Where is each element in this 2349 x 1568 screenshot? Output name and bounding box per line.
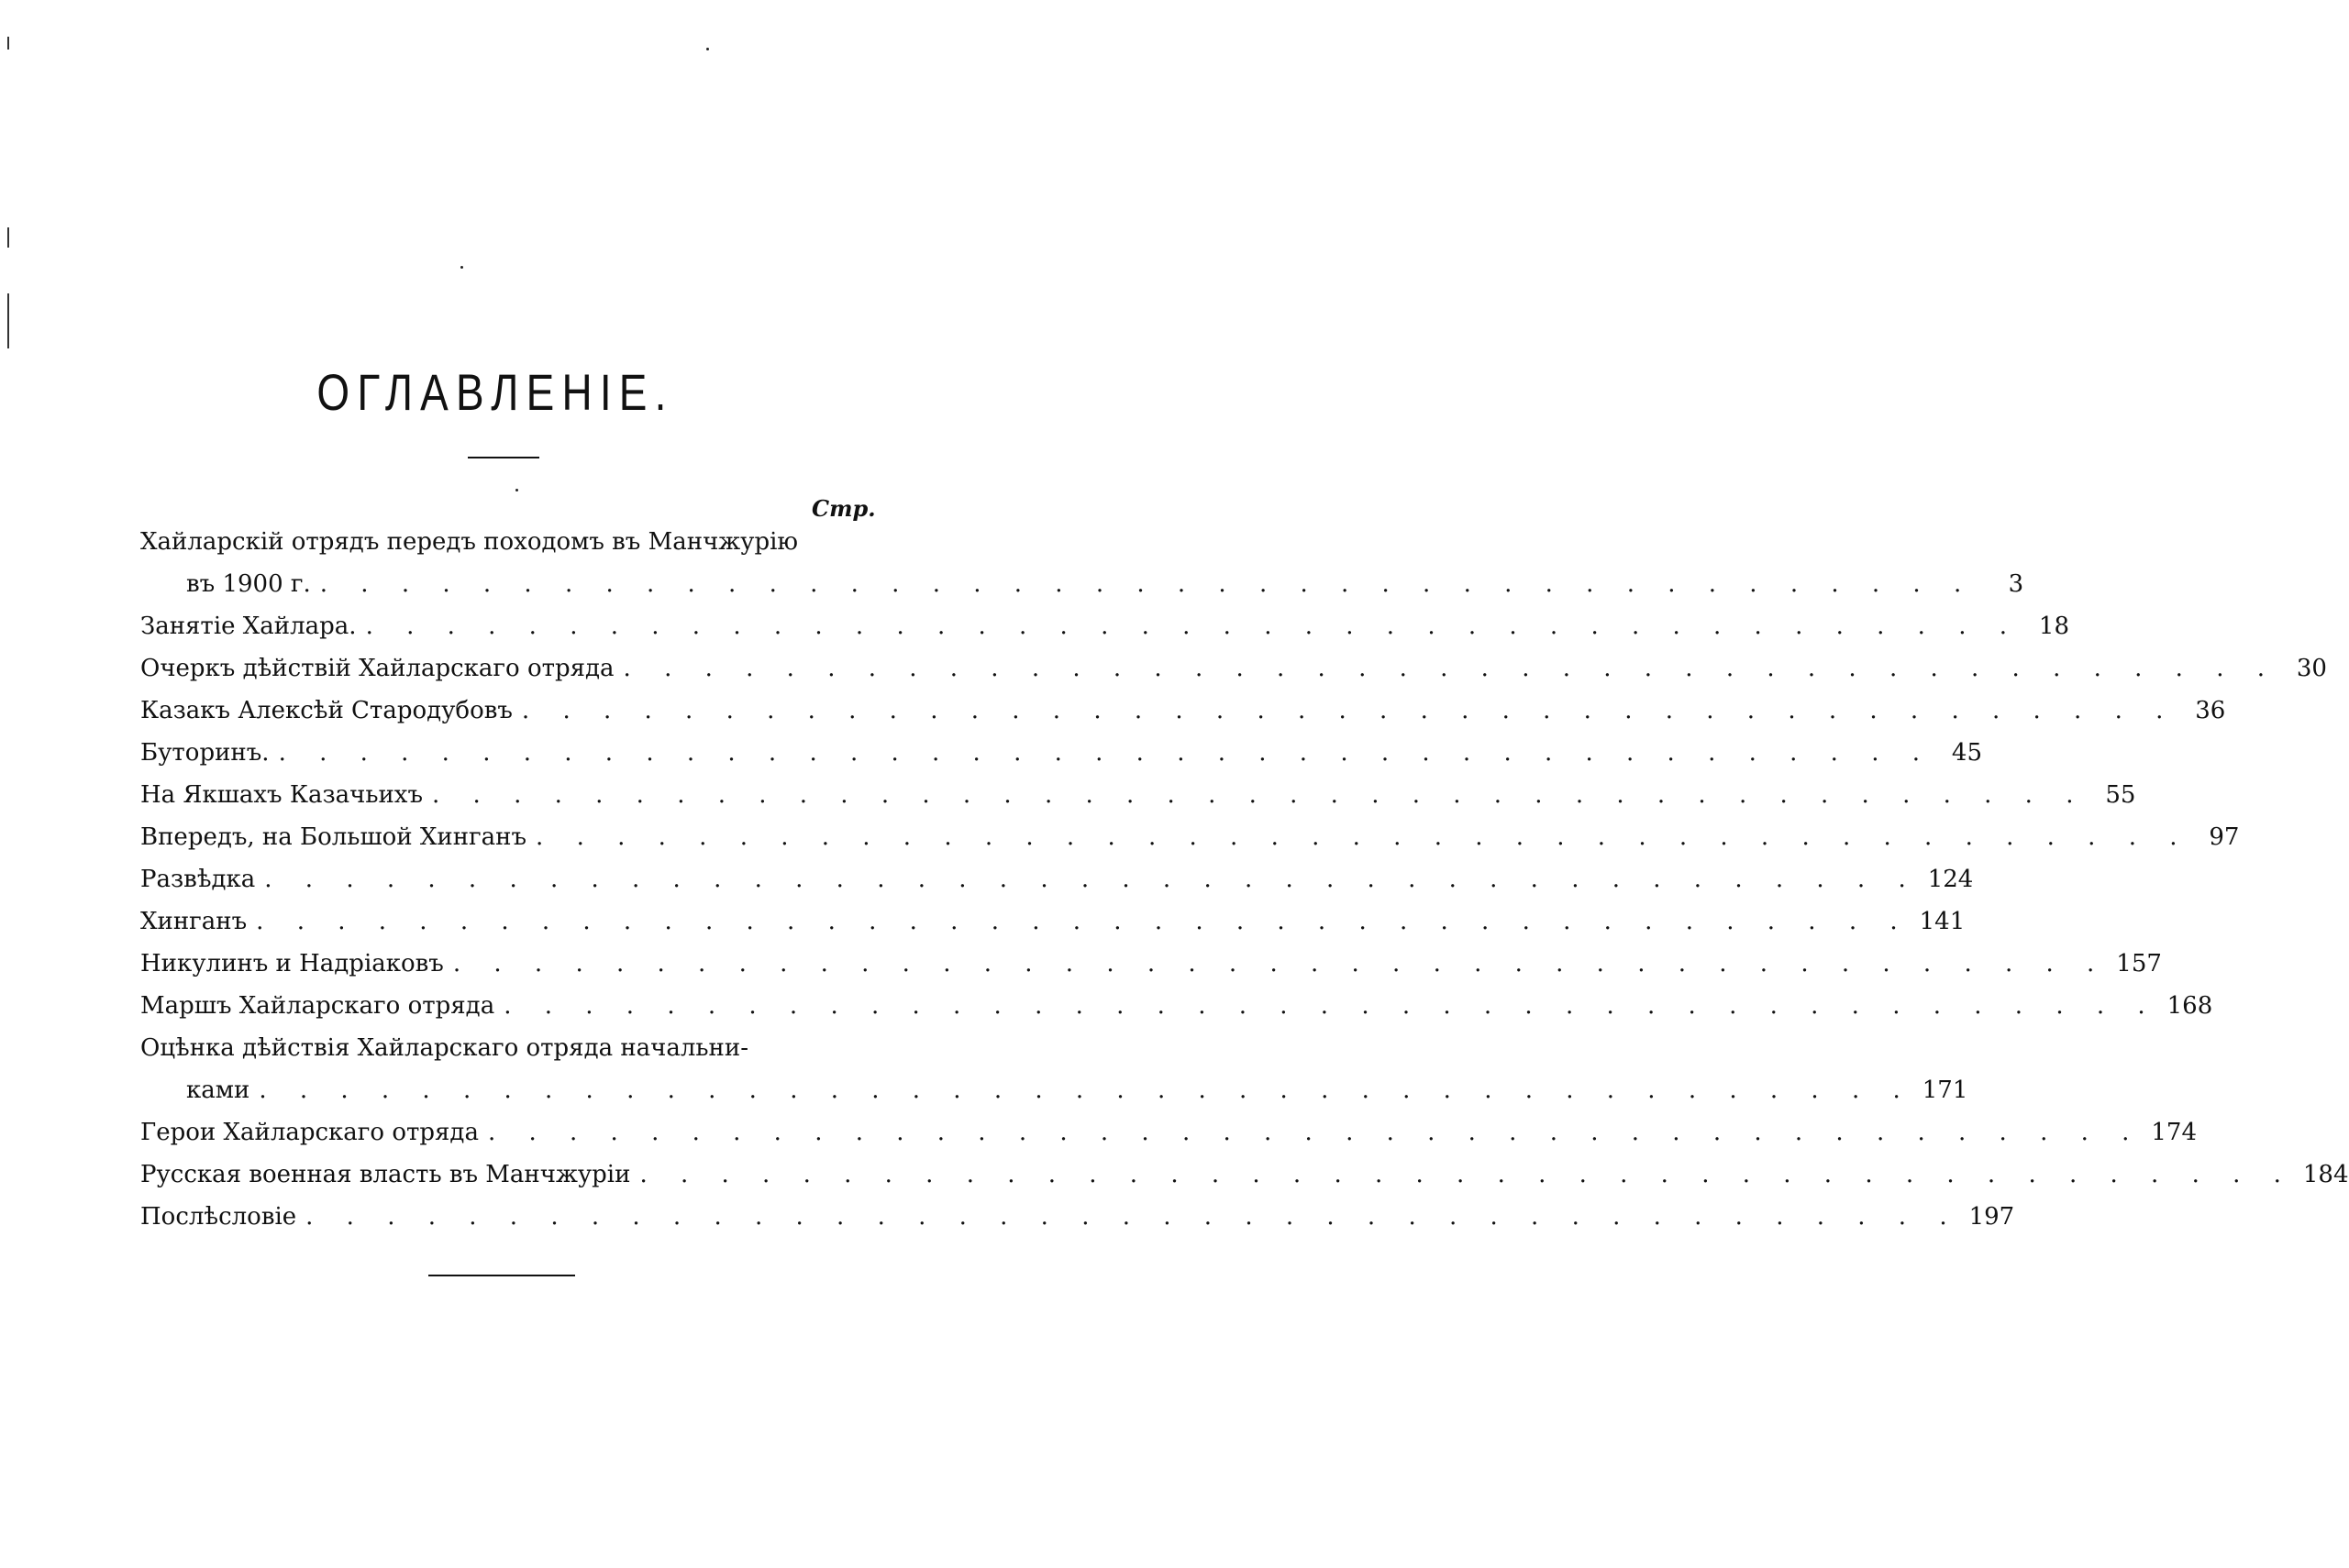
toc-entry-title: Герои Хайларскаго отряда <box>140 1119 479 1146</box>
toc-entry-title: Впередъ, на Большой Хинганъ <box>140 823 527 851</box>
toc-entry-title-continued: ками <box>186 1077 250 1104</box>
leader-dots: . . . . . . . . . . . . . . . . . . . . . . . . . . . . . . . . . . . . . . . . . <box>487 1119 2143 1146</box>
toc-entry-title: Маршъ Хайларскаго отряда <box>140 992 495 1020</box>
toc-page-number: 197 <box>1968 1203 2015 1231</box>
toc-entry <box>140 605 2069 647</box>
toc-entry-title: Развѣдка <box>140 866 256 893</box>
toc-entry <box>140 985 2213 1027</box>
toc-entry-title: Очеркъ дѣйствій Хайларскаго отряда <box>140 655 615 682</box>
leader-dots: . . . . . . . . . . . . . . . . . . . . . . . . . . . . . . . . . . . . . . . . . <box>521 697 2177 724</box>
toc-page-number: 157 <box>2116 950 2162 977</box>
toc-entry <box>140 521 2024 605</box>
leader-dots: . . . . . . . . . . . . . . . . . . . . . . . . . . . . . . . . . . . . . . . . . <box>452 950 2108 977</box>
toc-entry-title: Буторинъ. <box>140 739 270 767</box>
scan-edge-mark <box>7 37 9 50</box>
toc-entry-title: Хайларскій отрядъ передъ походомъ въ Манчжурію <box>140 528 799 556</box>
toc-entry <box>140 647 2327 690</box>
toc-entry <box>140 1027 1968 1111</box>
toc-entry <box>140 943 2162 985</box>
toc-entry-title: Хинганъ <box>140 908 248 935</box>
toc-page-number: 3 <box>2008 570 2024 598</box>
toc-page-number: 18 <box>2038 613 2069 640</box>
toc-entry-title-continued: въ 1900 г. <box>186 570 311 598</box>
page-column-label: Стр. <box>812 495 876 522</box>
leader-dots: . . . . . . . . . . . . . . . . . . . . . . . . . . . . . . . . . . . . . . . . . <box>639 1161 2294 1188</box>
leader-dots: . . . . . . . . . . . . . . . . . . . . . . . . . . . . . . . . . . . . . . . . . <box>319 570 1975 598</box>
toc-entry-title: Послѣсловіе <box>140 1203 297 1231</box>
leader-dots: . . . . . . . . . . . . . . . . . . . . . . . . . . . . . . . . . . . . . . . . . <box>264 866 1919 893</box>
end-rule <box>428 1275 575 1276</box>
toc-entry <box>140 1196 2015 1238</box>
toc-entry <box>140 690 2226 732</box>
page-title: ОГЛАВЛЕНІЕ. <box>316 363 674 421</box>
toc-entry <box>140 858 1974 900</box>
leader-dots: . . . . . . . . . . . . . . . . . . . . . . . . . . . . . . . . . . . . . . . . . <box>623 655 2277 682</box>
toc-page-number: 168 <box>2166 992 2213 1020</box>
toc-entry-title: Никулинъ и Надріаковъ <box>140 950 444 977</box>
leader-dots: . . . . . . . . . . . . . . . . . . . . . . . . . . . . . . . . . . . . . . . . . <box>278 739 1933 767</box>
toc-entry-title: Оцѣнка дѣйствія Хайларскаго отряда начальни- <box>140 1034 748 1062</box>
table-of-contents <box>140 521 2349 1238</box>
toc-entry-title: Занятіе Хайлара. <box>140 613 357 640</box>
scan-edge-mark <box>7 293 9 348</box>
toc-entry-title: Казакъ Алексѣй Стародубовъ <box>140 697 513 724</box>
toc-entry <box>140 732 1982 774</box>
leader-dots: . . . . . . . . . . . . . . . . . . . . . . . . . . . . . . . . . . . . . . . . . <box>256 908 1911 935</box>
leader-dots: . . . . . . . . . . . . . . . . . . . . . . . . . . . . . . . . . . . . . . . . . <box>536 823 2190 851</box>
toc-page-number: 184 <box>2302 1161 2349 1188</box>
leader-dots: . . . . . . . . . . . . . . . . . . . . . . . . . . . . . . . . . . . . . . . . . <box>305 1203 1960 1231</box>
title-rule <box>468 457 539 458</box>
toc-page-number: 97 <box>2209 823 2240 851</box>
toc-page-number: 30 <box>2296 655 2327 682</box>
toc-page-number: 124 <box>1927 866 1974 893</box>
toc-page-number: 174 <box>2151 1119 2198 1146</box>
scan-speck <box>706 48 709 50</box>
leader-dots: . . . . . . . . . . . . . . . . . . . . . . . . . . . . . . . . . . . . . . . . . <box>259 1077 1913 1104</box>
toc-entry <box>140 1111 2198 1154</box>
toc-entry-title: Русская военная власть въ Манчжуріи <box>140 1161 631 1188</box>
toc-entry <box>140 900 1966 943</box>
scan-speck <box>460 266 463 269</box>
leader-dots: . . . . . . . . . . . . . . . . . . . . . . . . . . . . . . . . . . . . . . . . . <box>432 781 2087 809</box>
toc-page-number: 141 <box>1919 908 1966 935</box>
leader-dots: . . . . . . . . . . . . . . . . . . . . . . . . . . . . . . . . . . . . . . . . . <box>504 992 2158 1020</box>
scan-edge-mark <box>7 227 9 248</box>
toc-entry <box>140 816 2240 858</box>
toc-page-number: 36 <box>2195 697 2226 724</box>
toc-entry <box>140 774 2136 816</box>
toc-page-number: 55 <box>2105 781 2136 809</box>
scan-speck <box>515 489 518 491</box>
leader-dots: . . . . . . . . . . . . . . . . . . . . . . . . . . . . . . . . . . . . . . . . . <box>365 613 2020 640</box>
toc-entry-title: На Якшахъ Казачьихъ <box>140 781 424 809</box>
toc-page-number: 171 <box>1922 1077 1968 1104</box>
toc-entry <box>140 1154 2349 1196</box>
toc-page-number: 45 <box>1951 739 1982 767</box>
